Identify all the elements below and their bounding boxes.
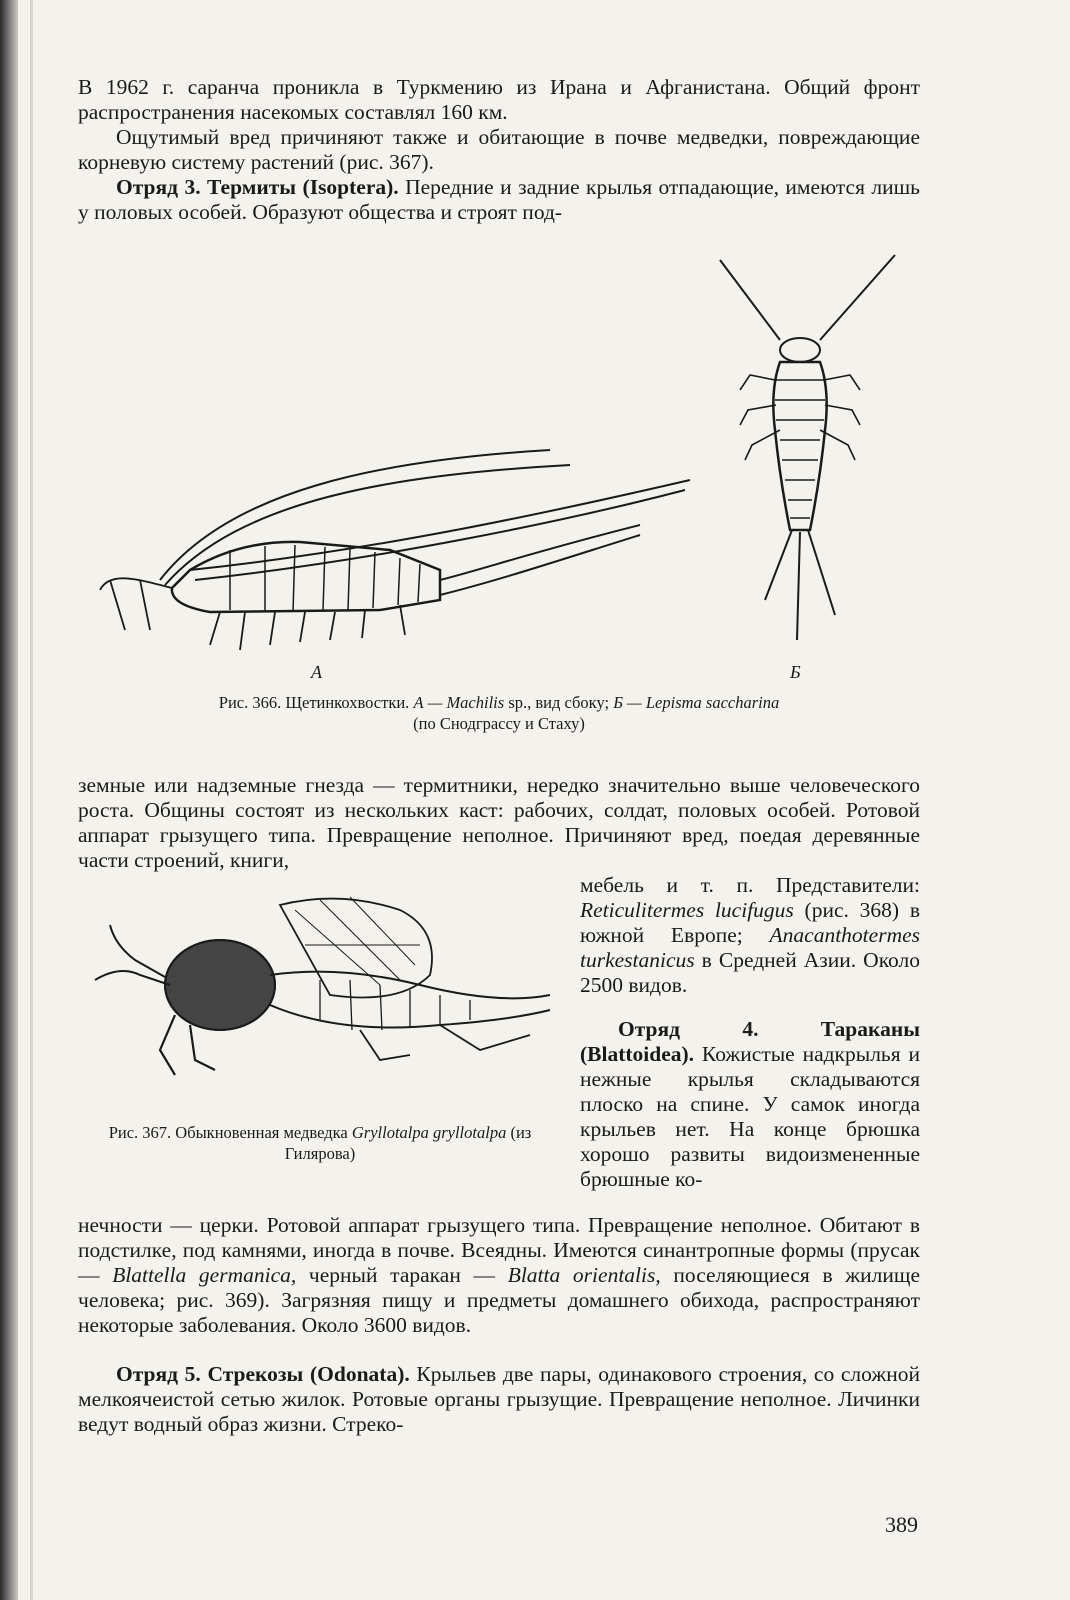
caption-366: Рис. 366. Щетинкохвостки. А — Machilis sp., вид сбоку; Б — Lepisma saccharina (по Снодграссу и Стаху) xyxy=(218,693,780,733)
paragraph-dragonflies: Отряд 5. Стрекозы (Odonata). Крыльев две пары, одинакового строения, со сложной мелкоячеистой сетью жилок. Ротовые органы грызущие. Превращение неполное. Личинки ведут водный образ жизни. Стреко- xyxy=(78,1362,920,1436)
paragraph-cockroaches-continued: нечности — церки. Ротовой аппарат грызущего типа. Превращение неполное. Обитают в подстилке, под камнями, иногда в почве. Всеядны. Имеются синантропные формы (прусак — Blattella germanica, черный таракан — Blatta orientalis, поселяющиеся в жилище человека; рис. 369). Загрязняя пищу и предметы домашнего обихода, распространяют некоторые заболевания. Около 3600 видов. xyxy=(78,1213,921,1337)
paragraph-mole-cricket: Ощутимый вред причиняют также и обитающие в почве медведки, повреждающие корневую систему растений (рис. 367). xyxy=(78,125,920,174)
bristletails-illustration xyxy=(80,250,920,670)
paragraph-termite-species: мебель и т. п. Представители: Reticulitermes lucifugus (рис. 368) в южной Европе; Anacanthotermes turkestanicus в Средней Азии. Около 2500 видов. xyxy=(580,873,920,997)
paragraph-termites-continued: земные или надземные гнезда — термитники, нередко значительно выше человеческого роста. Общины состоят из нескольких каст: рабочих, солдат, половых особей. Ротовой аппарат грызущего типа. Превращение неполное. Причиняют вред, поедая деревянные части строений, книги, xyxy=(78,773,920,872)
figure-367 xyxy=(80,885,570,1110)
lepisma-drawing xyxy=(720,255,895,640)
scan-edge xyxy=(0,0,18,1600)
mole-cricket-illustration xyxy=(80,885,570,1110)
page-number: 389 xyxy=(885,1512,918,1537)
paragraph-locust: В 1962 г. саранча проникла в Туркмению из Ирана и Афганистана. Общий фронт распространения насекомых составлял 160 км. xyxy=(78,75,920,124)
scan-edge-line xyxy=(30,0,33,1600)
paragraph-cockroaches: Отряд 4. Тараканы (Blattoidea). Кожистые надкрылья и нежные крылья складываются плоско на спине. У самок иногда крыльев нет. На конце брюшка хорошо развиты видоизмененные брюшные ко- xyxy=(580,1017,920,1191)
figure-366 xyxy=(80,250,920,670)
caption-367: Рис. 367. Обыкновенная медведка Gryllotalpa gryllotalpa (из Гилярова) xyxy=(108,1123,532,1163)
order-heading-cockroaches: Отряд 4. Тараканы (Blattoidea). xyxy=(580,1017,920,1066)
figure-label-a: А xyxy=(311,662,322,682)
order-heading-dragonflies: Отряд 5. Стрекозы (Odonata). xyxy=(116,1362,410,1386)
order-heading-termites: Отряд 3. Термиты (Isoptera). xyxy=(116,175,399,199)
paragraph-termites xyxy=(78,175,920,225)
termites-text: Передние и задние крылья отпадающие, имеются лишь у половых особей. Образуют общества и строят под- xyxy=(78,175,920,224)
figure-label-b: Б xyxy=(790,662,801,682)
machilis-drawing xyxy=(100,450,690,650)
